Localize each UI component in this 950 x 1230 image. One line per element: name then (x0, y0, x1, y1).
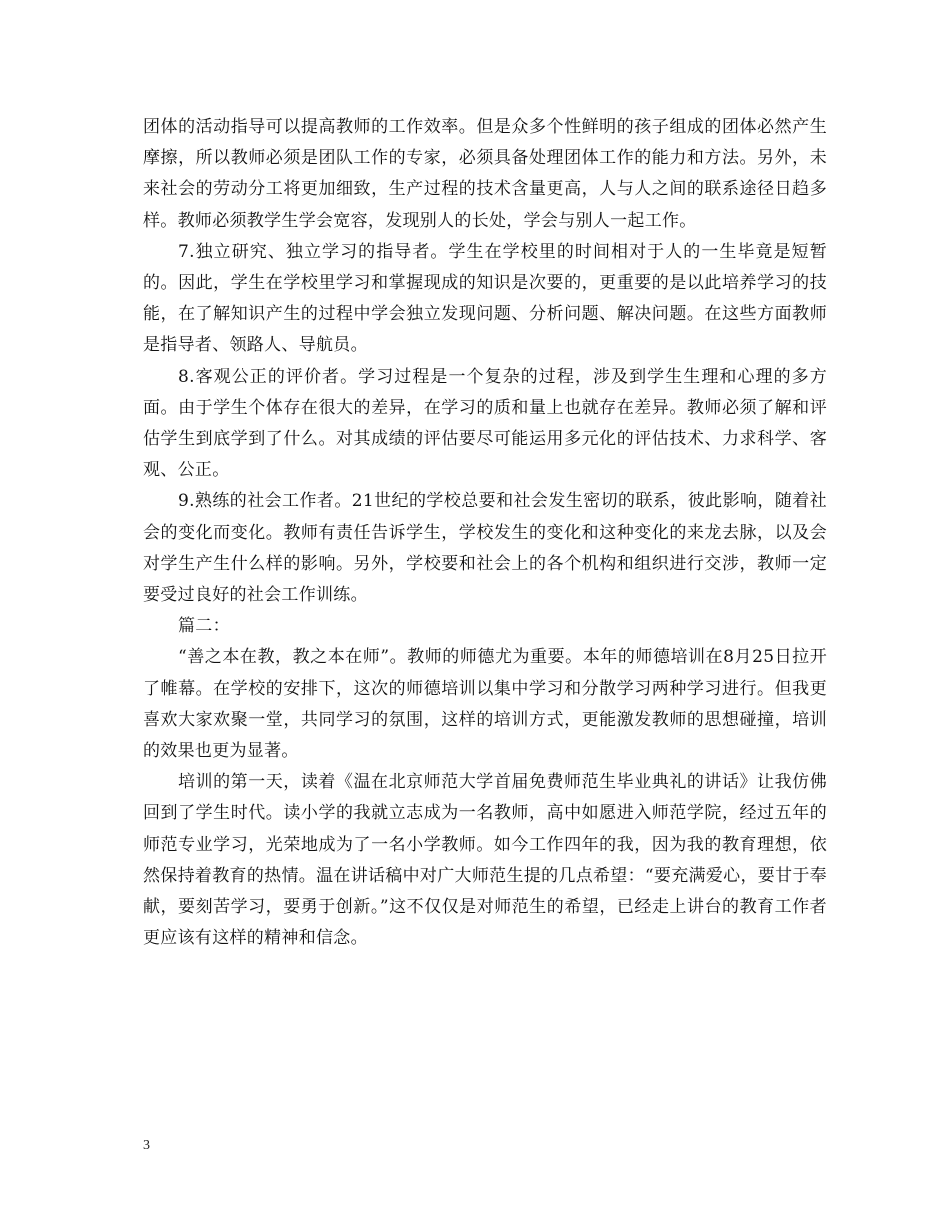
paragraph-training-day-one: 培训的第一天，读着《温在北京师范大学首届免费师范生毕业典礼的讲话》让我仿佛回到了学生时代。读小学的我就立志成为一名教师，高中如愿进入师范学院，经过五年的师范专业学习，光荣地成为了一名小学教师。如今工作四年的我，因为我的教育理想，依然保持着教育的热情。温在讲话稿中对广大师范生提的几点希望：“要充满爱心，要甘于奉献，要刻苦学习，要勇于创新。”这不仅仅是对师范生的希望，已经走上讲台的教育工作者更应该有这样的精神和信念。 (143, 772, 827, 949)
page-body (143, 112, 827, 954)
paragraph-continued: 团体的活动指导可以提高教师的工作效率。但是众多个性鲜明的孩子组成的团体必然产生摩擦，所以教师必须是团队工作的专家，必须具备处理团体工作的能力和方法。另外，未来社会的劳动分工将更加细致，生产过程的技术含量更高，人与人之间的联系途径日趋多样。教师必须教学生学会宽容，发现别人的长处，学会与别人一起工作。 (143, 117, 827, 231)
section-heading: 篇二： (178, 616, 230, 637)
paragraph-item-8: 8.客观公正的评价者。学习过程是一个复杂的过程，涉及到学生生理和心理的多方面。由于学生个体存在很大的差异，在学习的质和量上也就存在差异。教师必须了解和评估学生到底学到了什么。对其成绩的评估要尽可能运用多元化的评估技术、力求科学、客观、公正。 (143, 366, 827, 481)
page-number: 3 (143, 1138, 150, 1153)
paragraph-item-9: 9.熟练的社会工作者。21世纪的学校总要和社会发生密切的联系，彼此影响，随着社会的变化而变化。教师有责任告诉学生，学校发生的变化和这种变化的来龙去脉，以及会对学生产生什么样的影响。另外，学校要和社会上的各个机构和组织进行交涉，教师一定要受过良好的社会工作训练。 (143, 491, 827, 606)
paragraph-item-7: 7.独立研究、独立学习的指导者。学生在学校里的时间相对于人的一生毕竟是短暂的。因此，学生在学校里学习和掌握现成的知识是次要的，更重要的是以此培养学习的技能，在了解知识产生的过程中学会独立发现问题、分析问题、解决问题。在这些方面教师是指导者、领路人、导航员。 (143, 241, 827, 356)
paragraph-section-two-intro: “善之本在教，教之本在师”。教师的师德尤为重要。本年的师德培训在8月25日拉开了帷幕。在学校的安排下，这次的师德培训以集中学习和分散学习两种学习进行。但我更喜欢大家欢聚一堂，共同学习的氛围，这样的培训方式，更能激发教师的思想碰撞，培训的效果也更为显著。 (143, 647, 827, 762)
